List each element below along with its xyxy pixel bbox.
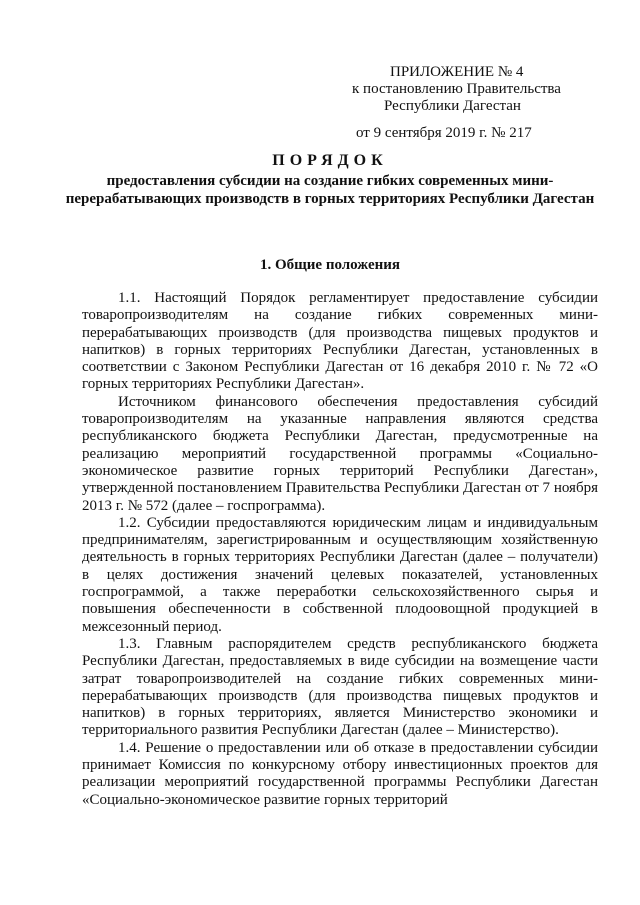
appendix-header (352, 64, 612, 142)
title-main: ПОРЯДОК (272, 152, 388, 169)
paragraph-funding-source: Источником финансового обеспечения предоставления субсидий товаропроизводителям на указанные направления являются средства республиканского бюджета Республики Дагестан, предусмотренные на реализацию мероприятий государственной программы «Социально-экономическое развитие горных территорий Республики Дагестан», утвержденной постановлением Правительства Республики Дагестан от 7 ноября 2013 г. № 572 (далее – госпрограмма). (82, 393, 598, 514)
paragraph-1-1: 1.1. Настоящий Порядок регламентирует предоставление субсидии товаропроизводителям на создание гибких современных мини-перерабатывающих производств (для производства пищевых продуктов и напитков) в горных территориях Республики Дагестан, установленных в соответствии с Законом Республики Дагестан от 16 декабря 2010 г. № 72 «О горных территориях Республики Дагестан». (82, 290, 598, 393)
appendix-number: ПРИЛОЖЕНИЕ № 4 (390, 64, 524, 80)
paragraph-1-3: 1.3. Главным распорядителем средств республиканского бюджета Республики Дагестан, предоставляемых в виде субсидии на возмещение части затрат товаропроизводителей на создание гибких современных мини-перерабатывающих производств (для производства пищевых продуктов и напитков) в горных территориях, является Министерство экономики и территориального развития Республики Дагестан (далее – Министерство). (82, 635, 598, 739)
document-body (82, 290, 598, 809)
section-heading: 1. Общие положения (259, 257, 401, 273)
paragraph-1-2: 1.2. Субсидии предоставляются юридическим лицам и индивидуальным предпринимателям, зарегистрированным и осуществляющим хозяйственную деятельность в горных территориях Республики Дагестан (далее – получатели) в целях достижения значений целевых показателей, установленных госпрограммой, а также переработки сельскохозяйственного сырья и повышения обеспеченности в собственной плодоовощной продукцией в межсезонный период. (82, 514, 598, 635)
title-subtitle: предоставления субсидии на создание гибких современных мини-перерабатывающих производств в горных территориях Республики Дагестан (65, 173, 595, 207)
appendix-date: от 9 сентября 2019 г. № 217 (356, 125, 532, 141)
document-title (60, 150, 600, 208)
paragraph-1-4: 1.4. Решение о предоставлении или об отказе в предоставлении субсидии принимает Комиссия по конкурсному отбору инвестиционных проектов для реализации мероприятий государственной программы Республики Дагестан «Социально-экономическое развитие горных территорий (82, 739, 598, 808)
appendix-resolution: к постановлению Правительства (352, 81, 561, 97)
appendix-republic: Республики Дагестан (384, 98, 521, 114)
